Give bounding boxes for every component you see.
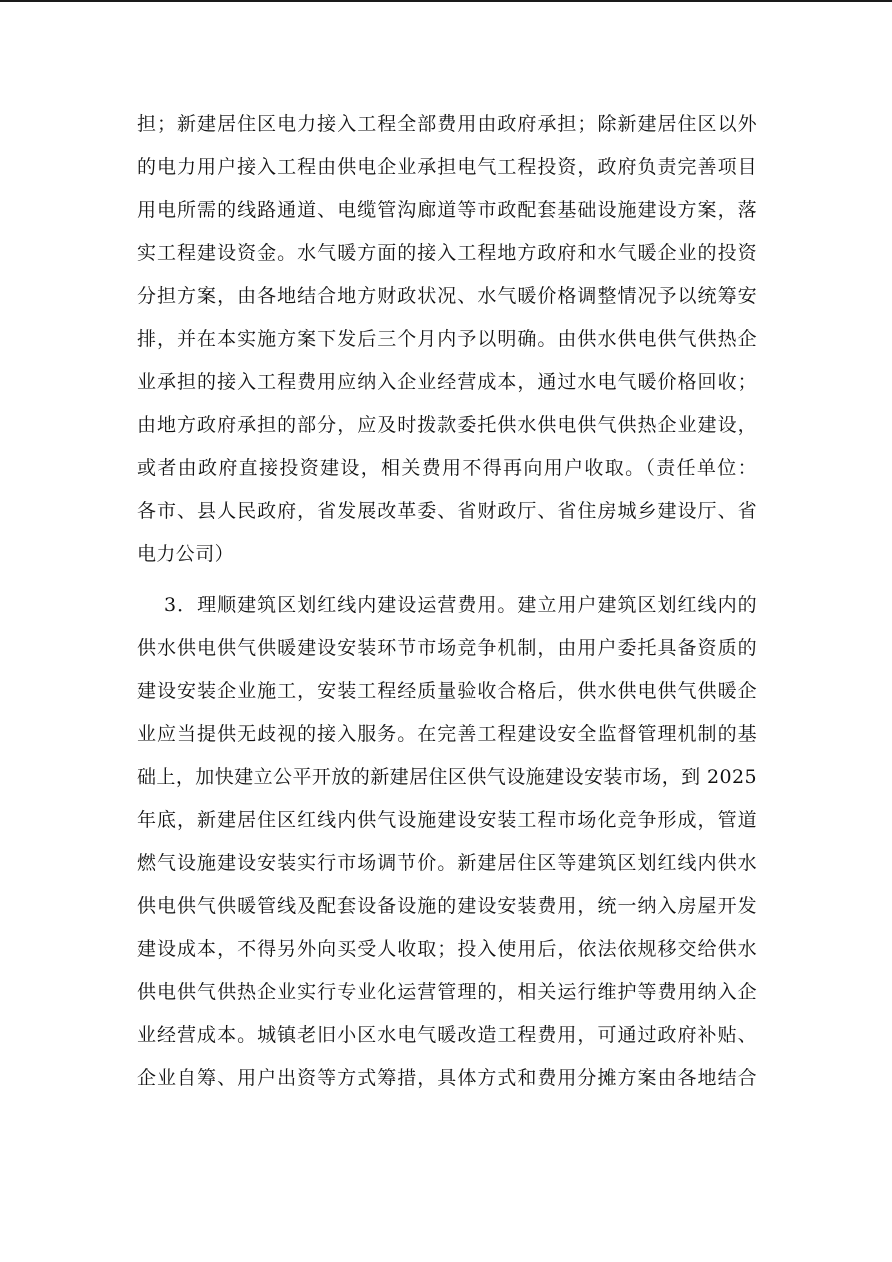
paragraph-1-line: 由地方政府承担的部分，应及时拨款委托供水供电供气供热企业建设， — [137, 414, 757, 436]
paragraph-1-line: 分担方案，由各地结合地方财政状况、水气暖价格调整情况予以统筹安 — [137, 285, 757, 307]
paragraph-2-line: 业应当提供无歧视的接入服务。在完善工程建设安全监督管理机制的基 — [137, 723, 757, 745]
paragraph-1-line: 的电力用户接入工程由供电企业承担电气工程投资，政府负责完善项目 — [137, 156, 757, 178]
paragraph-1-line: 业承担的接入工程费用应纳入企业经营成本，通过水电气暖价格回收； — [137, 371, 757, 393]
paragraph-2-line: 供电供气供暖管线及配套设备设施的建设安装费用，统一纳入房屋开发 — [137, 895, 757, 917]
paragraph-2-line: 建设安装企业施工，安装工程经质量验收合格后，供水供电供气供暖企 — [137, 680, 757, 702]
paragraph-1-line: 排，并在本实施方案下发后三个月内予以明确。由供水供电供气供热企 — [137, 328, 757, 350]
paragraph-1-line: 用电所需的线路通道、电缆管沟廊道等市政配套基础设施建设方案，落 — [137, 199, 757, 221]
paragraph-2-line: 础上，加快建立公平开放的新建居住区供气设施建设安装市场，到 2025 — [137, 766, 757, 788]
paragraph-2-line: 业经营成本。城镇老旧小区水电气暖改造工程费用，可通过政府补贴、 — [137, 1024, 757, 1046]
paragraph-1-line: 电力公司） — [137, 543, 235, 565]
paragraph-1-line: 或者由政府直接投资建设，相关费用不得再向用户收取。（责任单位： — [137, 457, 757, 479]
paragraph-1-line: 担；新建居住区电力接入工程全部费用由政府承担；除新建居住区以外 — [137, 113, 757, 135]
paragraph-1-line: 各市、县人民政府，省发展改革委、省财政厅、省住房城乡建设厅、省 — [137, 500, 757, 522]
paragraph-2-line: 供电供气供热企业实行专业化运营管理的，相关运行维护等费用纳入企 — [137, 981, 757, 1003]
paragraph-2-line: 3．理顺建筑区划红线内建设运营费用。建立用户建筑区划红线内的 — [164, 594, 757, 616]
paragraph-2-line: 燃气设施建设安装实行市场调节价。新建居住区等建筑区划红线内供水 — [137, 852, 757, 874]
paragraph-2-line: 年底，新建居住区红线内供气设施建设安装工程市场化竞争形成，管道 — [137, 809, 757, 831]
paragraph-2-line: 供水供电供气供暖建设安装环节市场竞争机制，由用户委托具备资质的 — [137, 637, 757, 659]
paragraph-1-line: 实工程建设资金。水气暖方面的接入工程地方政府和水气暖企业的投资 — [137, 242, 757, 264]
paragraph-2-line: 企业自筹、用户出资等方式筹措，具体方式和费用分摊方案由各地结合 — [137, 1067, 757, 1089]
paragraph-2-line: 建设成本，不得另外向买受人收取；投入使用后，依法依规移交给供水 — [137, 938, 757, 960]
